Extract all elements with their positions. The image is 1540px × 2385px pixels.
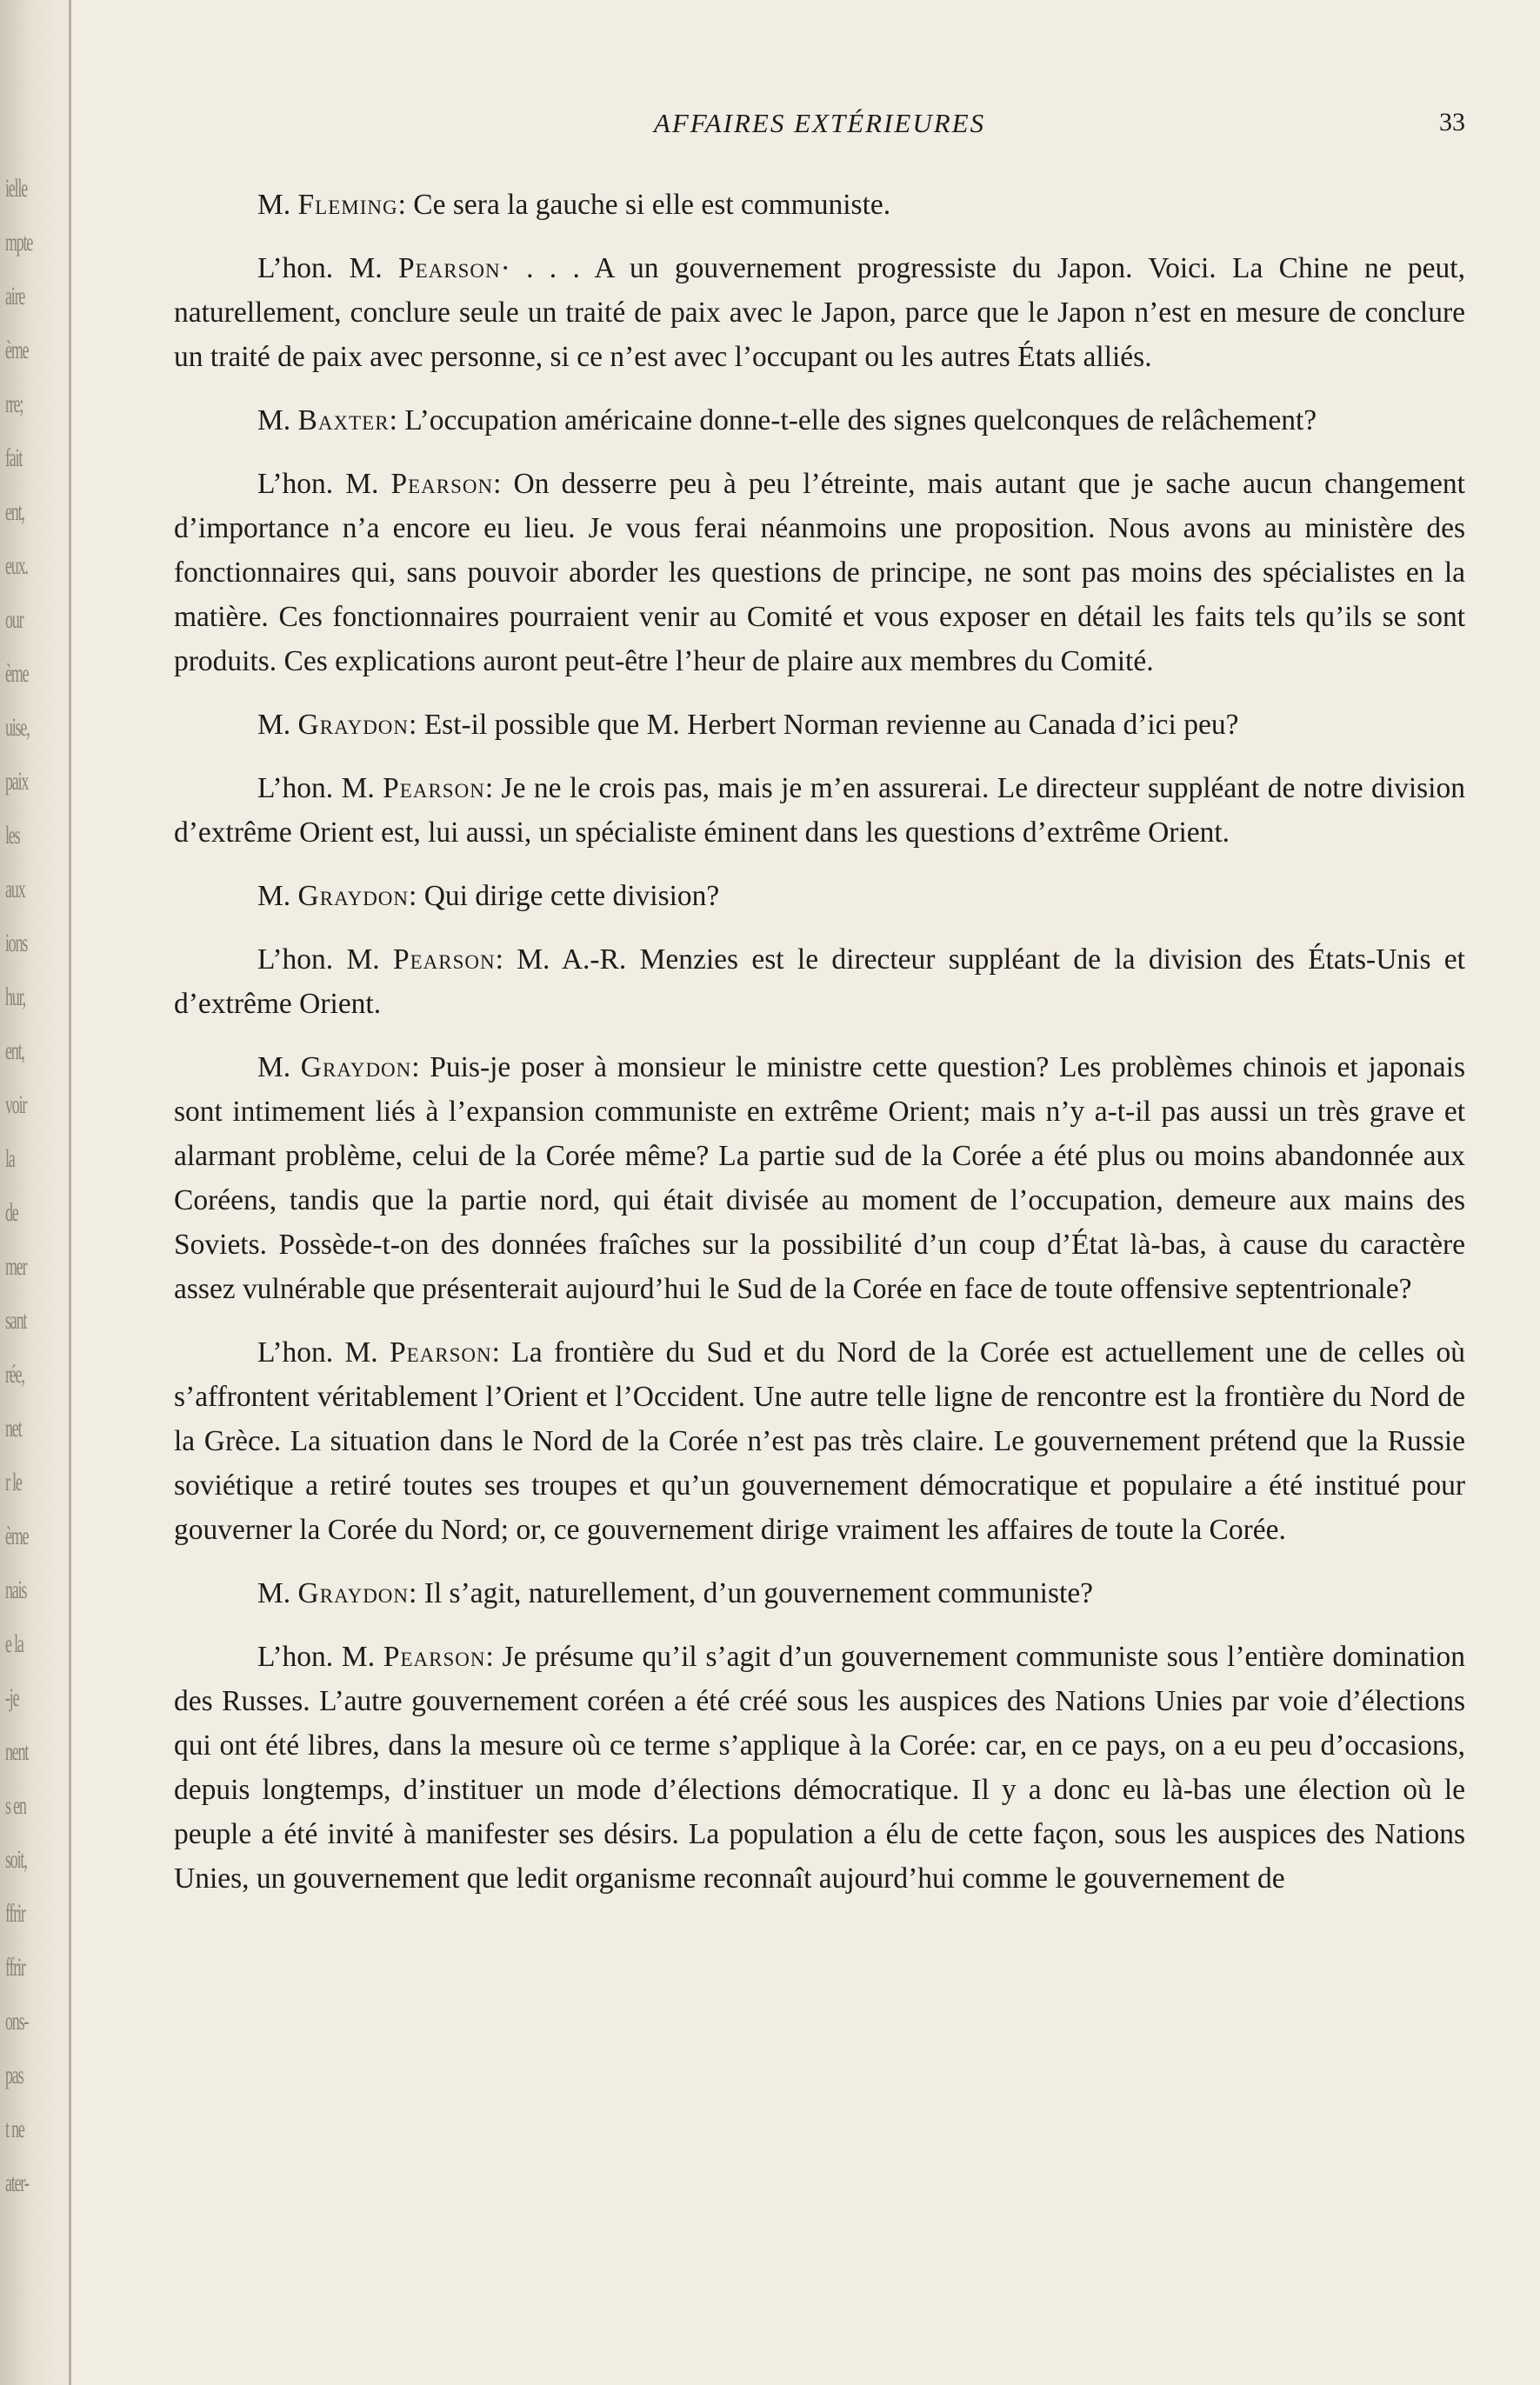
speech-text: : On desserre peu à peu l’étreinte, mais autant que je sache aucun changement d’importance n’a encore eu lieu. Je vous ferai néanmoins une proposition. Nous avons au ministère des fonctionnaires qui, sans pouvoir aborder les questions de principe, ne sont pas moins des spécialistes en la matière. Ces fonctionnaires pourraient venir au Comité et vous exposer en détail les faits tels qu’ils se sont produits. Ces explications auront peut-être l’heur de plaire aux membres du Comité. [174,468,1465,677]
gutter-text-fragment: soit, [5,1845,27,1874]
speaker-name: Graydon [297,709,410,741]
speech-text: : Qui dirige cette division? [409,880,720,912]
transcript-paragraph [174,183,1465,227]
gutter-text-fragment: pas [5,2061,23,2089]
gutter-text-fragment: ème [5,659,29,688]
binding-gutter [0,0,71,2385]
gutter-text-fragment: hur, [5,983,25,1011]
gutter-text-fragment: mer [5,1252,27,1281]
gutter-text-fragment: eux. [5,551,28,580]
gutter-text-fragment: our [5,605,23,634]
page-number: 33 [1439,108,1465,137]
speaker-name: Graydon [297,1577,410,1609]
gutter-text-fragment: ème [5,336,29,364]
speaker-title: L’hon. M. [257,943,393,976]
gutter-text-fragment: nent [5,1737,29,1766]
speaker-name: Pearson [383,1641,486,1673]
speaker-name: Pearson [390,1336,492,1369]
gutter-text-fragment: nais [5,1576,27,1604]
speech-text: : M. A.-R. Menzies est le directeur suppléant de la division des États-Unis et d’extrême Orient. [174,943,1465,1020]
speaker-title: L’hon. M. [257,468,391,500]
gutter-text-fragment: ent, [5,1036,24,1065]
speech-text: : Ce sera la gauche si elle est communiste. [397,189,891,221]
gutter-text-fragment: ent, [5,497,24,526]
gutter-text-fragment: rre; [5,390,23,418]
speech-text: : Est-il possible que M. Herbert Norman revienne au Canada d’ici peu? [409,709,1239,741]
speaker-title: M. [257,404,298,436]
gutter-text-fragment: les [5,821,20,849]
gutter-text-fragment: ffrir [5,1899,25,1928]
gutter-text-fragment: -je [5,1683,19,1712]
gutter-text-fragment: ons- [5,2007,29,2035]
running-title: AFFAIRES EXTÉRIEURES [653,108,986,138]
transcript-paragraph [174,703,1465,747]
gutter-text-fragment: fait [5,443,23,472]
speaker-name: Pearson [390,468,494,500]
gutter-text-fragment: e la [5,1629,23,1658]
speaker-name: Graydon [297,880,410,912]
running-header [174,108,1465,151]
gutter-text-fragment: ielle [5,174,27,203]
gutter-text-fragment: ions [5,929,28,957]
page-body [174,183,1465,1920]
gutter-text-fragment: t ne [5,2115,24,2143]
gutter-text-fragment: aux [5,875,25,903]
gutter-text-fragment: ffrir [5,1953,25,1982]
speaker-title: M. [257,1577,298,1609]
gutter-text-fragment: sant [5,1306,27,1335]
gutter-text-fragment: la [5,1144,15,1173]
transcript-paragraph [174,1571,1465,1616]
speaker-name: Pearson [392,943,496,976]
speaker-title: L’hon. M. [257,1336,390,1369]
speech-text: : L’occupation américaine donne-t-elle des signes quelconques de relâchement? [389,404,1317,436]
gutter-text-fragment: s en [5,1791,26,1820]
transcript-paragraph [174,398,1465,443]
gutter-text-fragment: aire [5,282,25,310]
speaker-title: M. [257,189,298,221]
gutter-text-fragment: uise, [5,713,30,742]
speech-text: : Puis-je poser à monsieur le ministre cette question? Les problèmes chinois et japonais sont intimement liés à l’expansion communiste en extrême Orient; mais n’y a-t-il pas aussi un très grave et alarmant problème, celui de la Corée même? La partie sud de la Corée a été plus ou moins abandonnée aux Coréens, tandis que la partie nord, qui était divisée au moment de l’occupation, demeure aux mains des Soviets. Possède-t-on des données fraîches sur la possibilité d’un coup d’État là-bas, à cause du caractère assez vulnérable que présenterait aujourd’hui le Sud de la Corée en face de toute offensive septentrionale? [174,1051,1465,1305]
gutter-text-fragment: mpte [5,228,33,256]
transcript-paragraph [174,246,1465,379]
speech-text: : Je présume qu’il s’agit d’un gouvernement communiste sous l’entière domination des Russes. L’autre gouvernement coréen a été créé sous les auspices des Nations Unies par voie d’élections qui ont été libres, dans la mesure où ce terme s’applique à la Corée: car, en ce pays, on a eu peu d’occasions, depuis longtemps, d’instituer un mode d’élections démocratique. Il y a donc eu là-bas une élection où le peuple a été invité à manifester ses désirs. La population a élu de cette façon, sous les auspices des Nations Unies, un gouvernement que ledit organisme reconnaît aujourd’hui comme le gouvernement de [174,1641,1465,1895]
transcript-paragraph [174,937,1465,1026]
speaker-title: M. [257,880,298,912]
speaker-name: Graydon [300,1051,412,1083]
transcript-paragraph [174,462,1465,683]
speaker-name: Pearson [383,772,485,804]
speaker-title: L’hon. M. [257,772,383,804]
speech-text: : La frontière du Sud et du Nord de la Corée est actuellement une de celles où s’affrontent véritablement l’Orient et l’Occident. Une autre telle ligne de rencontre est la frontière du Nord de la Grèce. La situation dans le Nord de la Corée n’est pas très claire. Le gouvernement prétend que la Russie soviétique a retiré toutes ses troupes et qu’un gouvernement démocratique et populaire a été institué pour gouverner la Corée du Nord; or, ce gouvernement dirige vraiment les affaires de toute la Corée. [174,1336,1465,1546]
gutter-text-fragment: de [5,1198,18,1227]
speech-text: · . . . A un gouvernement progressiste du Japon. Voici. La Chine ne peut, naturellement, conclure seule un traité de paix avec le Japon, parce que le Japon n’est en mesure de conclure un traité de paix avec personne, si ce n’est avec l’occupant ou les autres États alliés. [174,252,1465,373]
speaker-title: M. [257,709,298,741]
transcript-paragraph [174,1045,1465,1311]
transcript-paragraph [174,766,1465,855]
gutter-text-fragment: rée, [5,1360,24,1389]
transcript-paragraph [174,1635,1465,1901]
gutter-text-fragment: voir [5,1090,27,1119]
gutter-text-fragment: ater- [5,2168,29,2197]
speaker-name: Fleming [297,189,398,221]
speech-text: : Je ne le crois pas, mais je m’en assurerai. Le directeur suppléant de notre division d’extrême Orient est, lui aussi, un spécialiste éminent dans les questions d’extrême Orient. [174,772,1465,849]
speaker-name: Baxter [297,404,390,436]
speaker-title: M. [257,1051,301,1083]
speaker-title: L’hon. M. [257,1641,383,1673]
gutter-text-fragment: paix [5,767,29,796]
gutter-text-fragment: ème [5,1522,29,1550]
speech-text: : Il s’agit, naturellement, d’un gouvernement communiste? [409,1577,1094,1609]
gutter-text-fragment: r le [5,1468,22,1496]
transcript-paragraph [174,874,1465,918]
speaker-title: L’hon. M. [257,252,398,284]
transcript-paragraph [174,1330,1465,1552]
gutter-text-fragment: net [5,1414,22,1442]
speaker-name: Pearson [397,252,501,284]
